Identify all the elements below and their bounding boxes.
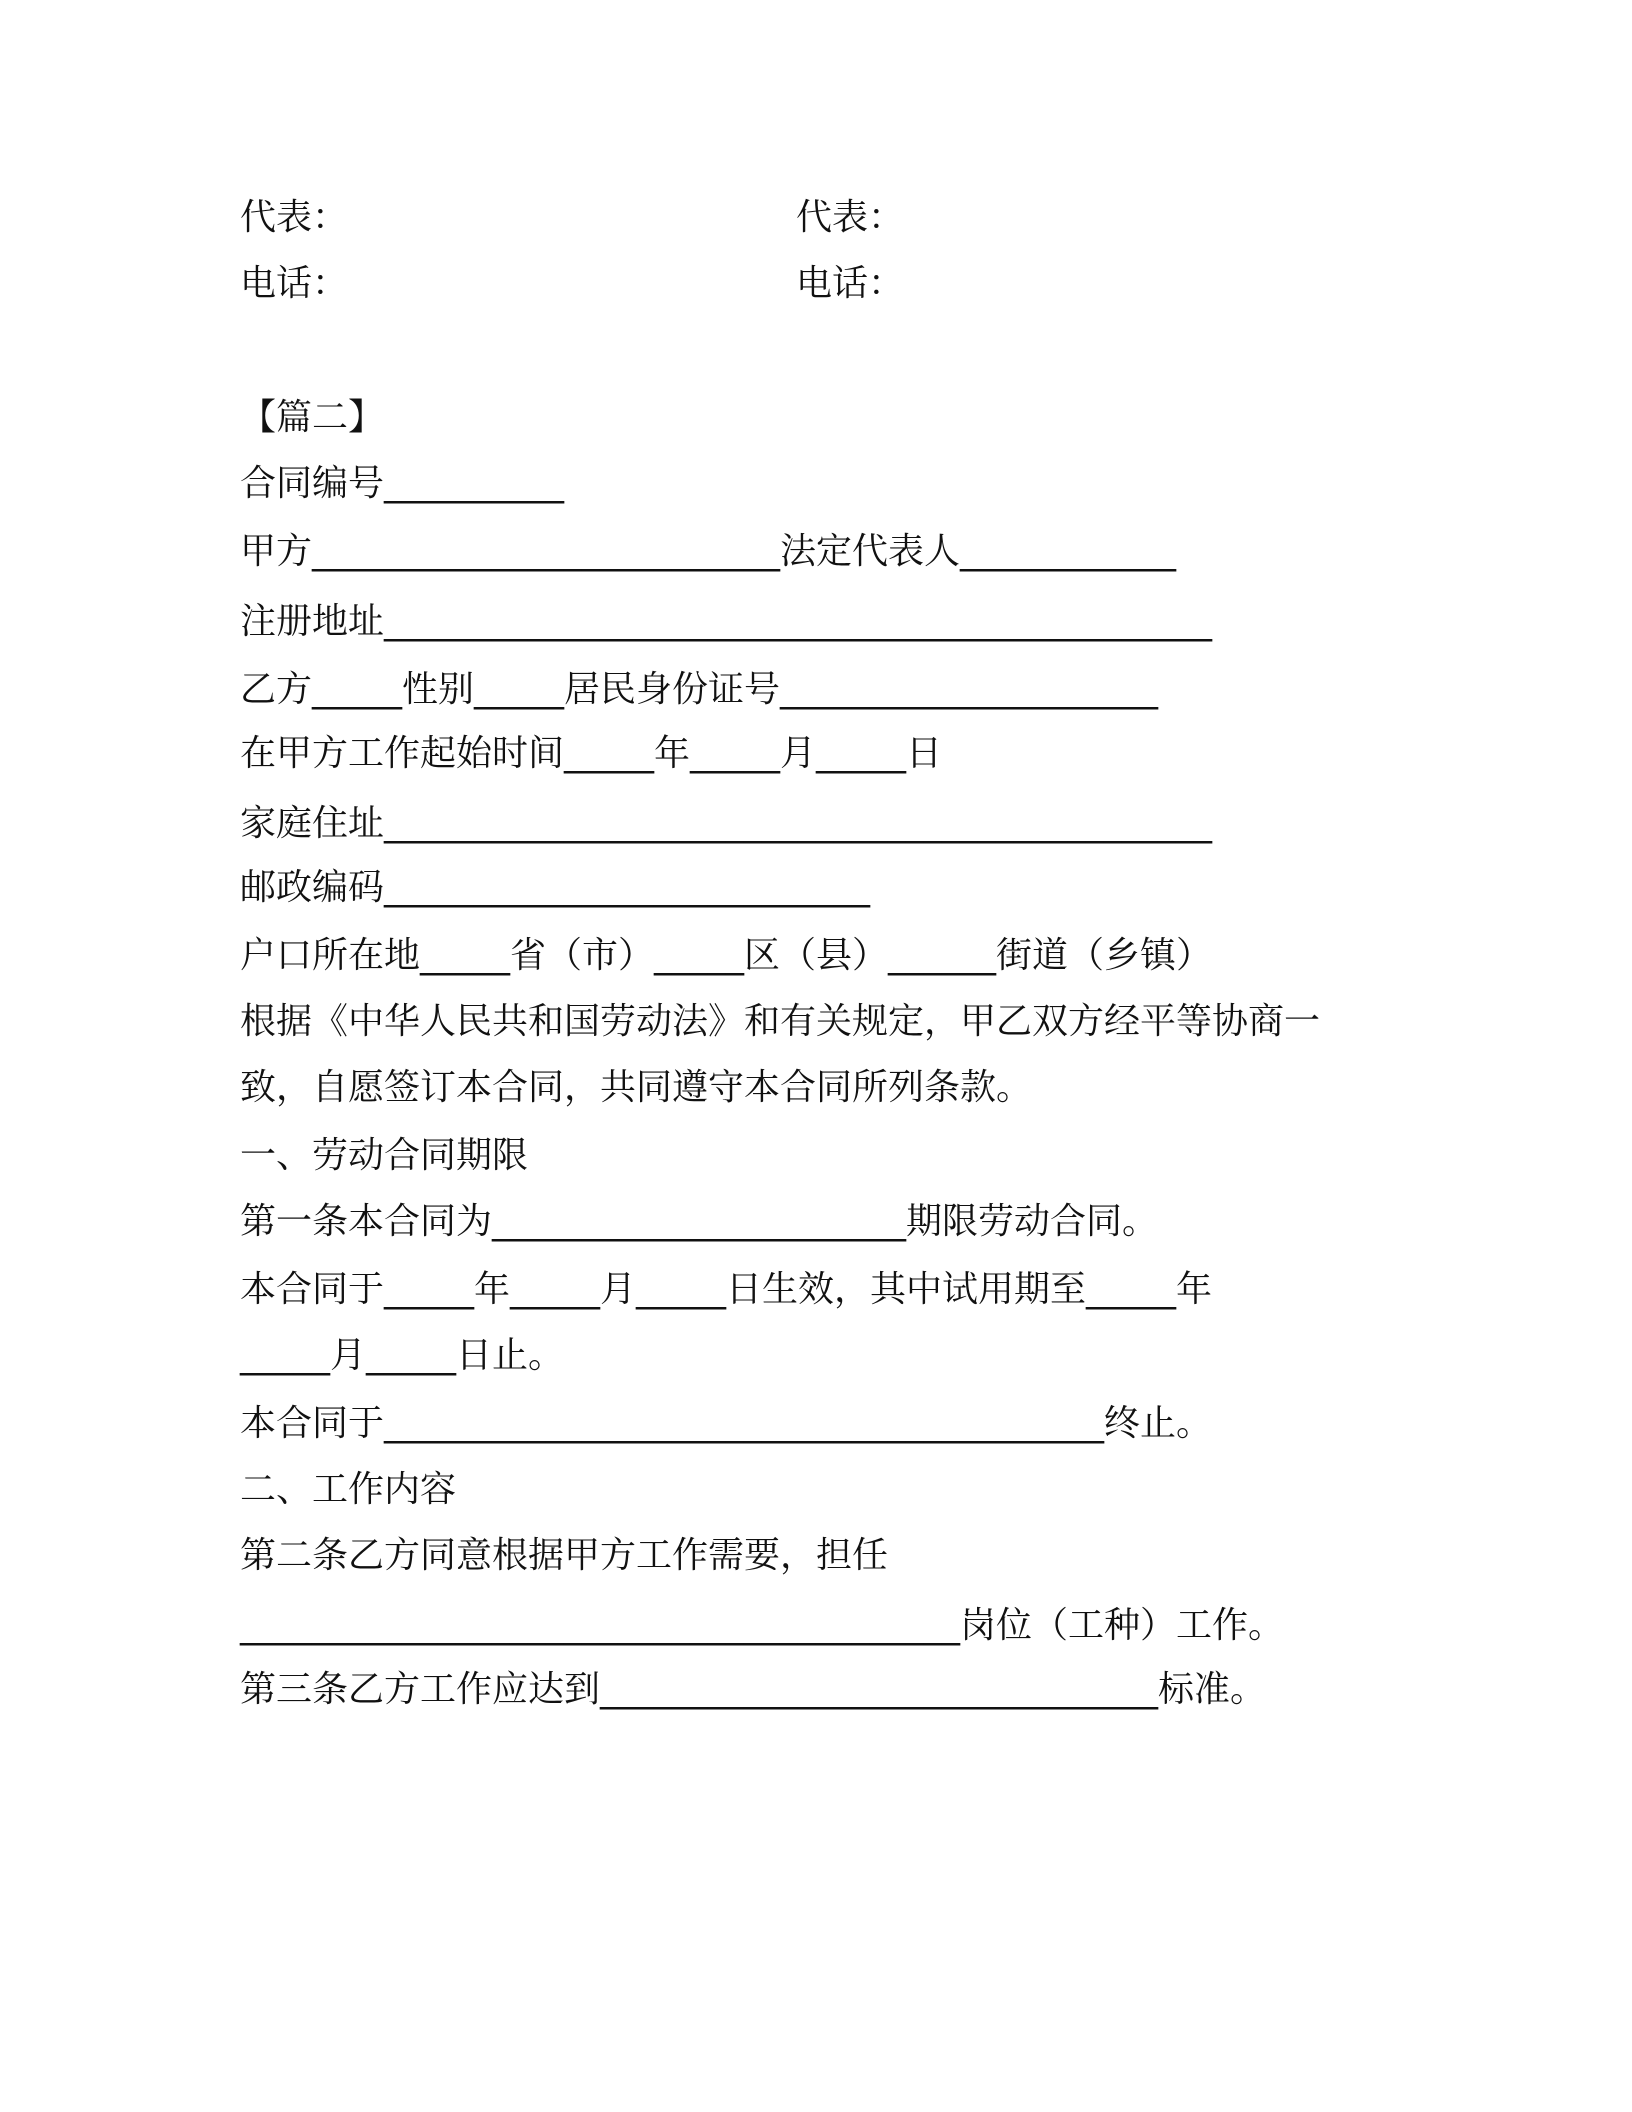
preamble-line-2: 致，自愿签订本合同，共同遵守本合同所列条款。 (240, 1067, 1033, 1108)
effective-date-line: 本合同于_____年_____月_____日生效，其中试用期至_____年 (240, 1269, 1213, 1310)
termination-line: 本合同于________________________________________终止。 (240, 1403, 1213, 1444)
preamble-line-1: 根据《中华人民共和国劳动法》和有关规定，甲乙双方经平等协商一 (240, 1001, 1321, 1042)
household-registration-line: 户口所在地_____省（市）_____区（县）______街道（乡镇） (240, 935, 1213, 976)
position-line: ________________________________________岗位（工种）工作。 (240, 1605, 1285, 1646)
article-1-line: 第一条本合同为_______________________期限劳动合同。 (240, 1201, 1159, 1242)
home-address-line: 家庭住址______________________________________________ (240, 803, 1213, 844)
right-representative-label: 代表： (796, 197, 905, 238)
article-2-line: 第二条乙方同意根据甲方工作需要，担任 (240, 1535, 889, 1576)
probation-end-line: _____月_____日止。 (240, 1335, 565, 1376)
left-phone-label: 电话： (240, 263, 349, 304)
postal-code-line: 邮政编码___________________________ (240, 867, 871, 908)
party-a-line: 甲方__________________________法定代表人____________ (240, 531, 1177, 572)
start-date-line: 在甲方工作起始时间_____年_____月_____日 (240, 733, 943, 774)
heading-work-content: 二、工作内容 (240, 1469, 457, 1510)
heading-contract-term: 一、劳动合同期限 (240, 1135, 529, 1176)
section-header: 【篇二】 (240, 397, 385, 438)
left-representative-label: 代表： (240, 197, 349, 238)
registered-address-line: 注册地址______________________________________________ (240, 601, 1213, 642)
contract-number-line: 合同编号__________ (240, 463, 565, 504)
right-phone-label: 电话： (796, 263, 905, 304)
article-3-line: 第三条乙方工作应达到_______________________________标准。 (240, 1669, 1267, 1710)
party-b-line: 乙方_____性别_____居民身份证号_____________________ (240, 669, 1159, 710)
